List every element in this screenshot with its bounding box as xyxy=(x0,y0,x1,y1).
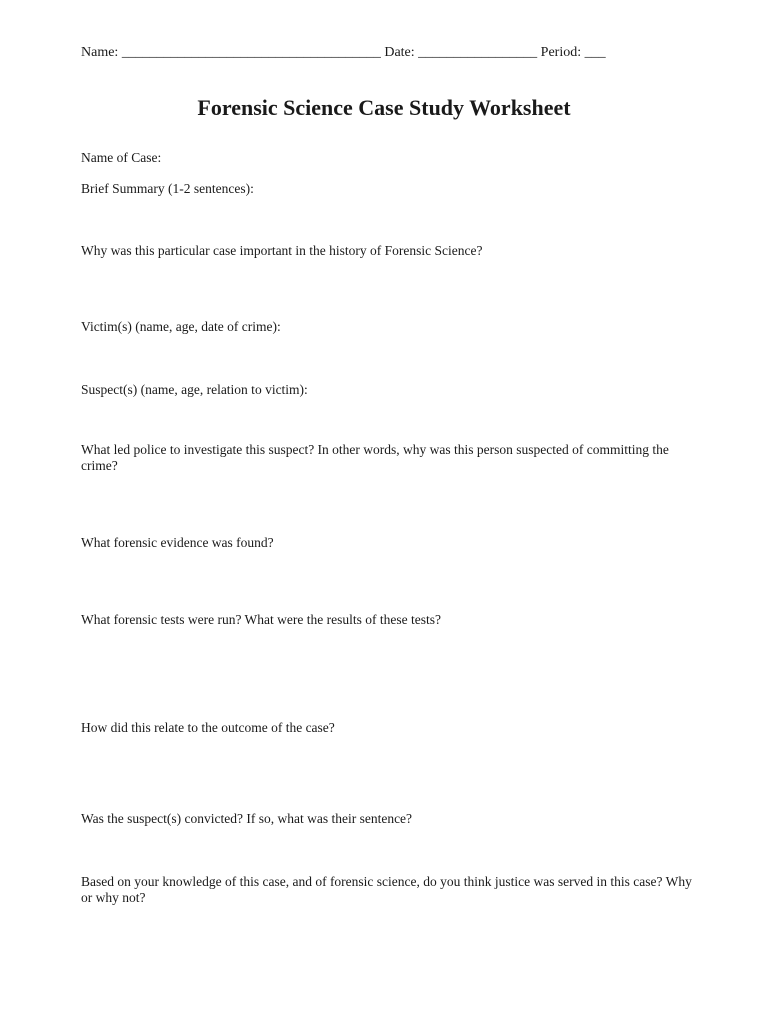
name-blank: _____________________________________ xyxy=(121,45,381,60)
period-label: Period: xyxy=(540,45,582,60)
question-case-outcome: How did this relate to the outcome of the case? xyxy=(81,720,335,735)
question-investigation-reason: What led police to investigate this suspect? In other words, why was this person suspected of committing the crime? xyxy=(81,442,669,473)
question-victims: Victim(s) (name, age, date of crime): xyxy=(81,319,281,334)
question-importance: Why was this particular case important in the history of Forensic Science? xyxy=(81,243,483,258)
date-label: Date: xyxy=(384,45,415,60)
student-info-line xyxy=(81,44,701,62)
question-case-name: Name of Case: xyxy=(81,150,162,165)
date-blank: _________________ xyxy=(418,45,538,60)
question-conviction: Was the suspect(s) convicted? If so, what was their sentence? xyxy=(81,811,413,826)
question-brief-summary: Brief Summary (1-2 sentences): xyxy=(81,181,254,196)
name-label: Name: xyxy=(81,45,119,60)
page-title: Forensic Science Case Study Worksheet xyxy=(197,95,571,120)
period-blank: ___ xyxy=(584,45,606,60)
question-justice-served: Based on your knowledge of this case, and of forensic science, do you think justice was served in this case? Why or why not? xyxy=(81,874,692,905)
question-forensic-evidence: What forensic evidence was found? xyxy=(81,535,274,550)
question-suspects: Suspect(s) (name, age, relation to victim): xyxy=(81,382,308,397)
question-forensic-tests: What forensic tests were run? What were the results of these tests? xyxy=(81,612,441,627)
